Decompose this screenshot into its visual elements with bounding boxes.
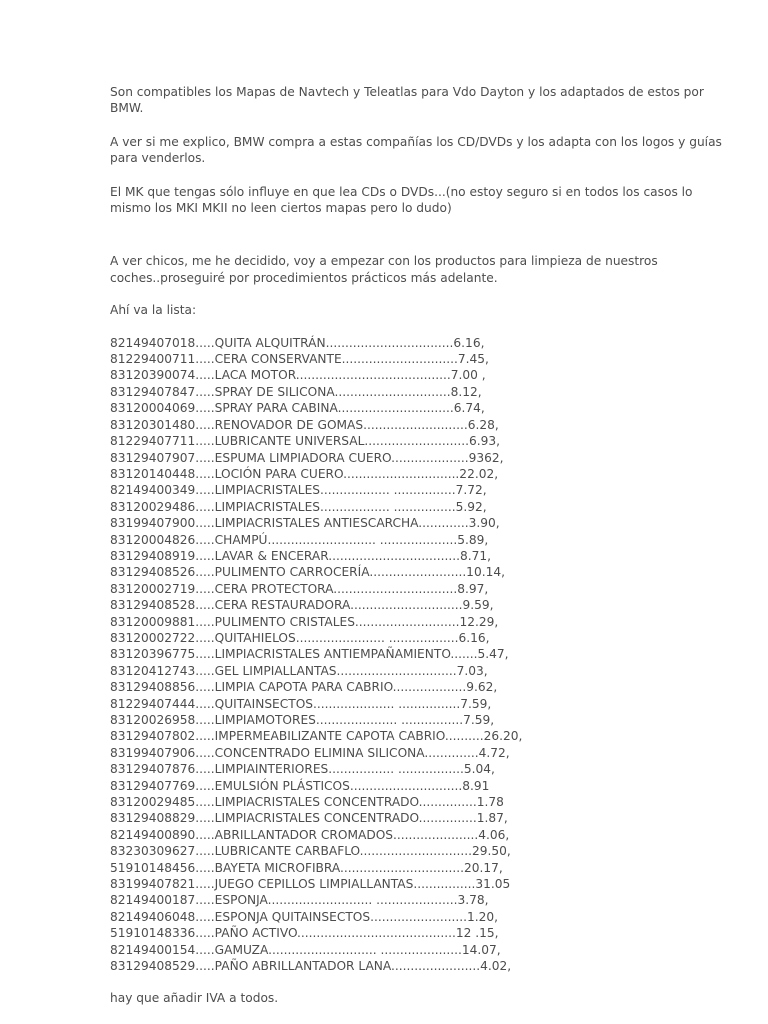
product-list-item: 81229400711.....CERA CONSERVANTE..............................7.45, (110, 352, 489, 367)
product-list-item: 83199407900.....LIMPIACRISTALES ANTIESCARCHA.............3.90, (110, 516, 500, 531)
product-list-item: 83120009881.....PULIMENTO CRISTALES...........................12.29, (110, 614, 499, 629)
paragraph-vat-note: hay que añadir IVA a todos. (110, 990, 279, 1005)
paragraph-list-heading: Ahí va la lista: (110, 303, 197, 318)
product-list-item: 82149407018.....QUITA ALQUITRÁN.................................6.16, (110, 335, 485, 350)
product-list-item: 82149400187.....ESPONJA........................... .....................3.78, (110, 893, 489, 908)
product-list-item: 83120004069.....SPRAY PARA CABINA..............................6.74, (110, 401, 485, 416)
product-list-item: 83230309627.....LUBRICANTE CARBAFLO.............................29.50, (110, 844, 511, 859)
product-list-item: 83120002722.....QUITAHIELOS....................... ..................6.16, (110, 630, 490, 645)
product-list-item: 83199407906.....CONCENTRADO ELIMINA SILICONA..............4.72, (110, 745, 510, 760)
product-list-item: 83129408528.....CERA RESTAURADORA.............................9.59, (110, 598, 494, 613)
product-list-item: 83120396775.....LIMPIACRISTALES ANTIEMPAÑAMIENTO.......5.47, (110, 647, 509, 662)
product-list-item: 83120140448.....LOCIÓN PARA CUERO..............................22.02, (110, 466, 499, 481)
product-list-item: 83120004826.....CHAMPÚ............................ ....................5.89, (110, 532, 489, 547)
paragraph-mk-note: El MK que tengas sólo influye en que lea CDs o DVDs...(no estoy seguro si en todos los casos lo mismo los MKI MKII no leen ciertos mapas pero lo dudo) (110, 184, 693, 216)
product-list-item: 83129408829.....LIMPIACRISTALES CONCENTRADO...............1.87, (110, 811, 508, 826)
paragraph-maps-compatibility: Son compatibles los Mapas de Navtech y Teleatlas para Vdo Dayton y los adaptados de estos por BMW. (110, 85, 704, 116)
product-list (110, 335, 728, 975)
product-list-item: 83129407802.....IMPERMEABILIZANTE CAPOTA CABRIO..........26.20, (110, 729, 523, 744)
product-list-item: 83129408856.....LIMPIA CAPOTA PARA CABRIO...................9.62, (110, 680, 498, 695)
product-list-item: 82149400890.....ABRILLANTADOR CROMADOS......................4.06, (110, 827, 510, 842)
product-list-item: 83129407876.....LIMPIAINTERIORES................. .................5.04, (110, 762, 495, 777)
paragraph-cleaning-products-intro: A ver chicos, me he decidido, voy a empezar con los productos para limpieza de nuestros coches..proseguiré por procedimientos prácticos más adelante. (110, 254, 658, 285)
product-list-item: 82149406048.....ESPONJA QUITAINSECTOS.........................1.20, (110, 909, 498, 924)
product-list-item: 81229407711.....LUBRICANTE UNIVERSAL...........................6.93, (110, 434, 501, 449)
product-list-item: 83199407821.....JUEGO CEPILLOS LIMPIALLANTAS................31.05 (110, 877, 511, 892)
product-list-item: 83129408529.....PAÑO ABRILLANTADOR LANA.......................4.02, (110, 959, 512, 974)
product-list-item: 83129407907.....ESPUMA LIMPIADORA CUERO....................9362, (110, 450, 504, 465)
product-list-item: 83120029485.....LIMPIACRISTALES CONCENTRADO...............1.78 (110, 795, 504, 810)
product-list-item: 82149400349.....LIMPIACRISTALES.................. ................7.72, (110, 483, 487, 498)
product-list-item: 83129407847.....SPRAY DE SILICONA..............................8.12, (110, 384, 482, 399)
product-list-item: 83129408919.....LAVAR & ENCERAR..................................8.71, (110, 548, 492, 563)
product-list-item: 83120029486.....LIMPIACRISTALES.................. ................5.92, (110, 499, 487, 514)
product-list-item: 83129407769.....EMULSIÓN PLÁSTICOS.............................8.91 (110, 778, 490, 793)
product-list-item: 83120026958.....LIMPIAMOTORES..................... ................7.59, (110, 713, 495, 727)
product-list-item: 83120002719.....CERA PROTECTORA................................8.97, (110, 581, 489, 596)
product-list-item: 83129408526.....PULIMENTO CARROCERÍA.........................10.14, (110, 565, 505, 580)
product-list-item: 82149400154.....GAMUZA............................ .....................14.07, (110, 942, 501, 957)
paragraph-bmw-explanation: A ver si me explico, BMW compra a estas compañías los CD/DVDs y los adapta con los logos y guías para venderlos. (110, 134, 722, 166)
product-list-item: 83120390074.....LACA MOTOR........................................7.00 , (110, 368, 486, 383)
product-list-item: 51910148456.....BAYETA MICROFIBRA................................20.17, (110, 860, 503, 875)
product-list-item: 81229407444.....QUITAINSECTOS..................... ................7.59, (110, 696, 492, 711)
product-list-item: 51910148336.....PAÑO ACTIVO.........................................12 .15, (110, 926, 499, 941)
product-list-item: 83120301480.....RENOVADOR DE GOMAS...........................6.28, (110, 417, 499, 432)
product-list-item: 83120412743.....GEL LIMPIALLANTAS...............................7.03, (110, 663, 488, 678)
